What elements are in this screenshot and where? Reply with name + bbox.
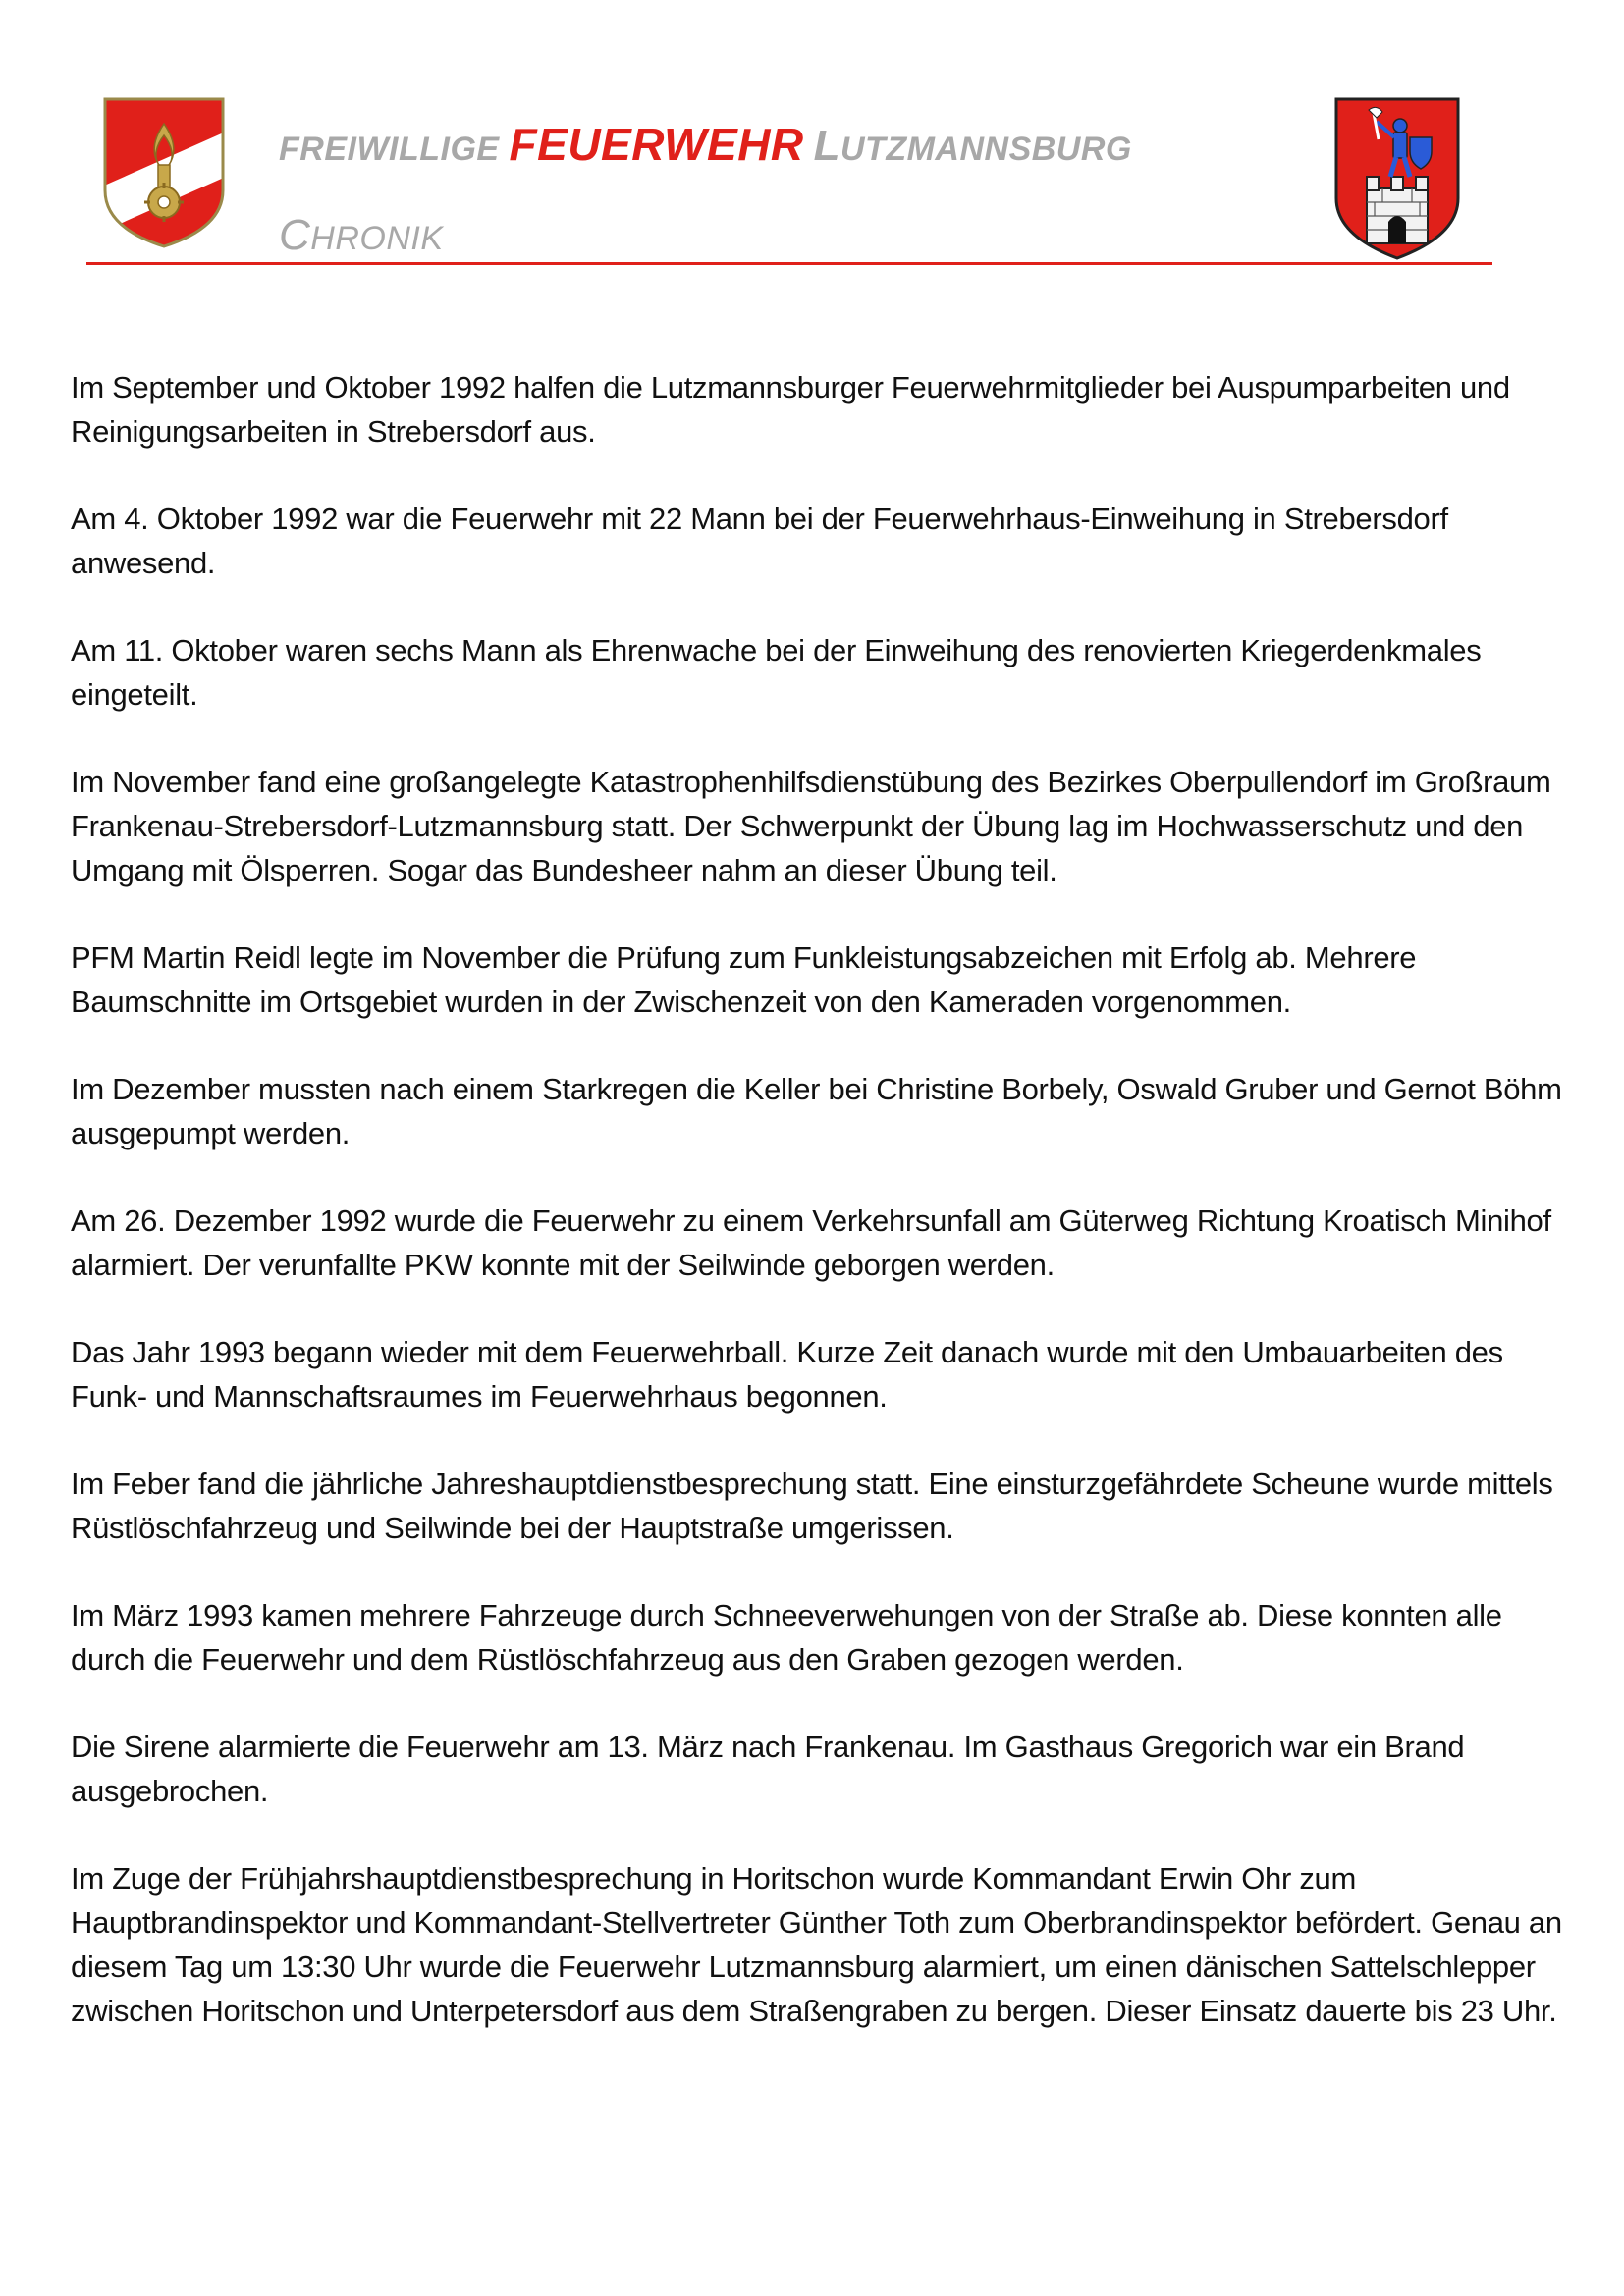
subtitle-rest: HRONIK (310, 220, 444, 257)
document-subtitle (279, 211, 444, 260)
title-accent: FEUERWEHR (509, 119, 804, 170)
fire-brigade-emblem-icon (102, 96, 226, 249)
paragraph: Am 11. Oktober waren sechs Mann als Ehrenwache bei der Einweihung des renovierten Kriegerdenkmales eingeteilt. (71, 633, 1482, 712)
header-divider (86, 262, 1492, 265)
paragraph: Im September und Oktober 1992 halfen die Lutzmannsburger Feuerwehrmitglieder bei Auspumparbeiten und Reinigungsarbeiten in Strebersdorf aus. (71, 370, 1510, 449)
paragraph: Das Jahr 1993 begann wieder mit dem Feuerwehrball. Kurze Zeit danach wurde mit den Umbauarbeiten des Funk- und Mannschaftsraumes im Feuerwehrhaus begonnen. (71, 1335, 1503, 1414)
paragraph: Im November fand eine großangelegte Katastrophenhilfsdienstübung des Bezirkes Oberpullendorf im Großraum Frankenau-Strebersdorf-Lutzmannsburg statt. Der Schwerpunkt der Übung lag im Hochwasserschutz und den Umgang mit Ölsperren. Sogar das Bundesheer nahm an dieser Übung teil. (71, 765, 1551, 887)
town-coat-of-arms-icon (1333, 96, 1461, 261)
paragraph: Im Zuge der Frühjahrshauptdienstbesprechung in Horitschon wurde Kommandant Erwin Ohr zum Hauptbrandinspektor und Kommandant-Stellvertreter Günther Toth zum Oberbrandinspektor befördert. Genau an diesem Tag um 13:30 Uhr wurde die Feuerwehr Lutzmannsburg alarmiert, um einen dänischen Sattelschlepper zwischen Horitschon und Unterpetersdorf aus dem Straßengraben zu bergen. Dieser Einsatz dauerte bis 23 Uhr. (71, 1861, 1562, 2028)
title-space (804, 131, 814, 168)
subtitle-initial: C (279, 211, 311, 259)
paragraph: Am 4. Oktober 1992 war die Feuerwehr mit 22 Mann bei der Feuerwehrhaus-Einweihung in Strebersdorf anwesend. (71, 502, 1448, 580)
paragraph: Am 26. Dezember 1992 wurde die Feuerwehr zu einem Verkehrsunfall am Güterweg Richtung Kroatisch Minihof alarmiert. Der verunfallte PKW konnte mit der Seilwinde geborgen werden. (71, 1203, 1551, 1282)
paragraph: PFM Martin Reidl legte im November die Prüfung zum Funkleistungsabzeichen mit Erfolg ab. Mehrere Baumschnitte im Ortsgebiet wurden in der Zwischenzeit von den Kameraden vorgenommen. (71, 940, 1417, 1019)
title-part-1: FREIWILLIGE (279, 131, 510, 168)
paragraph: Im Feber fand die jährliche Jahreshauptdienstbesprechung statt. Eine einsturzgefährdete Scheune wurde mittels Rüstlöschfahrzeug und Seilwinde bei der Hauptstraße umgerissen. (71, 1467, 1553, 1545)
paragraph: Im Dezember mussten nach einem Starkregen die Keller bei Christine Borbely, Oswald Gruber und Gernot Böhm ausgepumpt werden. (71, 1072, 1562, 1150)
title-rest: UTZMANNSBURG (840, 131, 1132, 168)
paragraph: Die Sirene alarmierte die Feuerwehr am 13. März nach Frankenau. Im Gasthaus Gregorich war ein Brand ausgebrochen. (71, 1730, 1465, 1808)
paragraph: Im März 1993 kamen mehrere Fahrzeuge durch Schneeverwehungen von der Straße ab. Diese konnten alle durch die Feuerwehr und dem Rüstlöschfahrzeug aus den Graben gezogen werden. (71, 1598, 1502, 1677)
page-header (0, 0, 1624, 275)
organization-title (279, 118, 1132, 171)
title-initial: L (813, 122, 840, 170)
chronicle-body (71, 365, 1563, 2076)
